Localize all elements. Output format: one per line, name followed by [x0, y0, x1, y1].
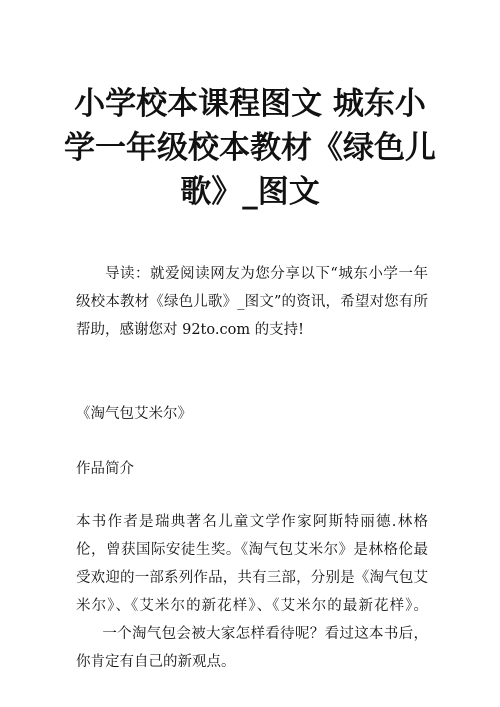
body-paragraph [76, 508, 428, 676]
intro-paragraph: 导读：就爱阅读网友为您分享以下“城东小学一年级校本教材《绿色儿歌》_图文”的资讯，希望对您有所帮助，感谢您对 92to.com 的支持! [76, 266, 428, 338]
document-title: 小学校本课程图文 城东小学一年级校本教材《绿色儿歌》_图文 [64, 86, 436, 210]
body-text-part1: 本书作者是瑞典著名儿童文学作家阿斯特丽德.林格伦，曾获国际安徒生奖。《淘气包艾米尔》是林格伦最受欢迎的一部系列作品，共有三部，分别是《淘气包艾米尔》、《艾米尔的新花样》、《艾米尔的最新花样》。 [76, 514, 428, 614]
book-title: 《淘气包艾米尔》 [76, 406, 192, 422]
section-heading: 作品简介 [76, 461, 134, 477]
body-text-part2: 一个淘气包会被大家怎样看待呢？看过这本书后，你肯定有自己的新观点。 [76, 626, 428, 670]
